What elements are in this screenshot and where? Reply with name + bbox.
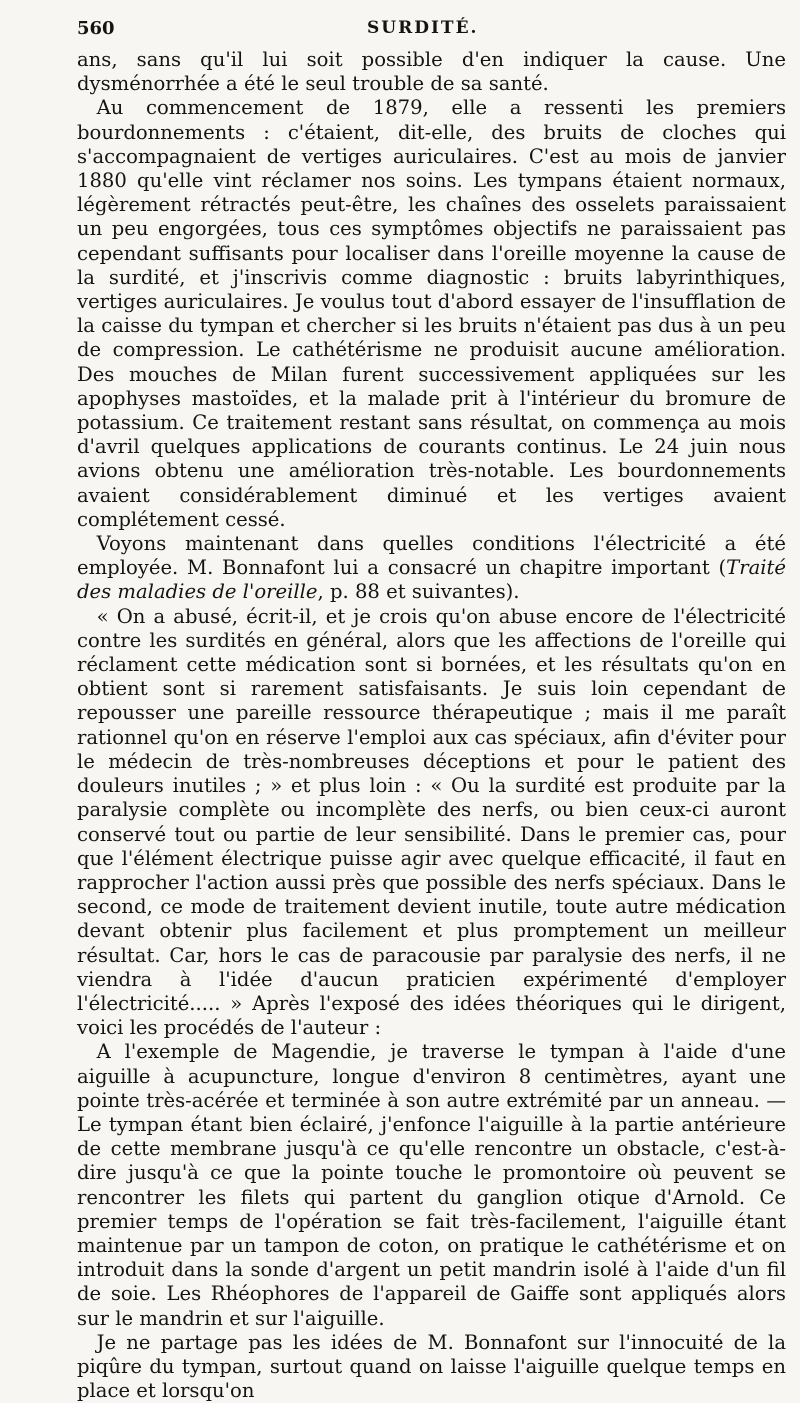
paragraph-closing: Je ne partage pas les idées de M. Bonnafont sur l'innocuité de la piqûre du tympan, surtout quand on laisse l'aiguille quelque temps en place et lorsqu'on	[77, 1330, 786, 1403]
paragraph-quotation: « On a abusé, écrit-il, et je crois qu'on abuse encore de l'électricité contre les surdités en général, alors que les affections de l'oreille qui réclament cette médication sont si bornées, et les résultats qu'on en obtient sont si rarement satisfaisants. Je suis loin cependant de repousser une pareille ressource thérapeutique ; mais il me paraît rationnel qu'on en réserve l'emploi aux cas spéciaux, afin d'éviter pour le médecin de très-nombreuses déceptions et pour le patient des douleurs inutiles ; » et plus loin : « Ou la surdité est produite par la paralysie complète ou incomplète des nerfs, ou bien ceux-ci auront conservé tout ou partie de leur sensibilité. Dans le premier cas, pour que l'élément électrique puisse agir avec quelque efficacité, il faut en rapprocher l'action aussi près que possible des nerfs spéciaux. Dans le second, ce mode de traitement devient inutile, toute autre médication devant obtenir plus facilement et plus promptement un meilleur résultat. Car, hors le cas de paracousie par paralysie des nerfs, il ne viendra à l'idée d'aucun praticien expérimenté d'employer l'électricité..... » Après l'exposé des idées théoriques qui le dirigent, voici les procédés de l'auteur :	[77, 604, 786, 1040]
body-text	[77, 48, 786, 1403]
intro-text-end: , p. 88 et suivantes).	[317, 580, 520, 604]
paragraph-continuation: ans, sans qu'il lui soit possible d'en indiquer la cause. Une dysménorrhée a été le seul trouble de sa santé.	[77, 48, 786, 96]
intro-text: Voyons maintenant dans quelles conditions l'électricité a été employée. M. Bonnafont lui a consacré un chapitre important (	[77, 532, 786, 580]
running-title: SURDITÉ.	[367, 18, 479, 38]
page-number: 560	[77, 18, 115, 39]
paragraph-case-history: Au commencement de 1879, elle a ressenti les premiers bourdonnements : c'étaient, dit-elle, des bruits de cloches qui s'accompagnaient de vertiges auriculaires. C'est au mois de janvier 1880 qu'elle vint réclamer nos soins. Les tympans étaient normaux, légèrement rétractés peut-être, les chaînes des osselets paraissaient un peu engorgées, tous ces symptômes objectifs ne paraissaient pas cependant suffisants pour localiser dans l'oreille moyenne la cause de la surdité, et j'inscrivis comme diagnostic : bruits labyrinthiques, vertiges auriculaires. Je voulus tout d'abord essayer de l'insufflation de la caisse du tympan et chercher si les bruits n'étaient pas dus à un peu de compression. Le cathétérisme ne produisit aucune amélioration. Des mouches de Milan furent successivement appliquées sur les apophyses mastoïdes, et la malade prit à l'intérieur du bromure de potassium. Ce traitement restant sans résultat, on commença au mois d'avril quelques applications de courants continus. Le 24 juin nous avions obtenu une amélioration très-notable. Les bourdonnements avaient considérablement diminué et les vertiges avaient complétement cessé.	[77, 96, 786, 531]
book-title: Traité des maladies de l'oreille	[77, 556, 786, 604]
paragraph-procedure: A l'exemple de Magendie, je traverse le tympan à l'aide d'une aiguille à acupuncture, longue d'environ 8 centimètres, ayant une pointe très-acérée et terminée à son autre extrémité par un anneau. — Le tympan étant bien éclairé, j'enfonce l'aiguille à la partie antérieure de cette membrane jusqu'à ce qu'elle rencontre un obstacle, c'est-à-dire jusqu'à ce que la pointe touche le promontoire où peuvent se rencontrer les filets qui partent du ganglion otique d'Arnold. Ce premier temps de l'opération se fait très-facilement, l'aiguille étant maintenue par un tampon de coton, on pratique le cathétérisme et on introduit dans la sonde d'argent un petit mandrin isolé à l'aide d'un fil de soie. Les Rhéophores de l'appareil de Gaiffe sont appliqués alors sur le mandrin et sur l'aiguille.	[77, 1040, 786, 1330]
paragraph-bonnafont-intro	[77, 532, 786, 605]
page-header	[77, 18, 786, 48]
